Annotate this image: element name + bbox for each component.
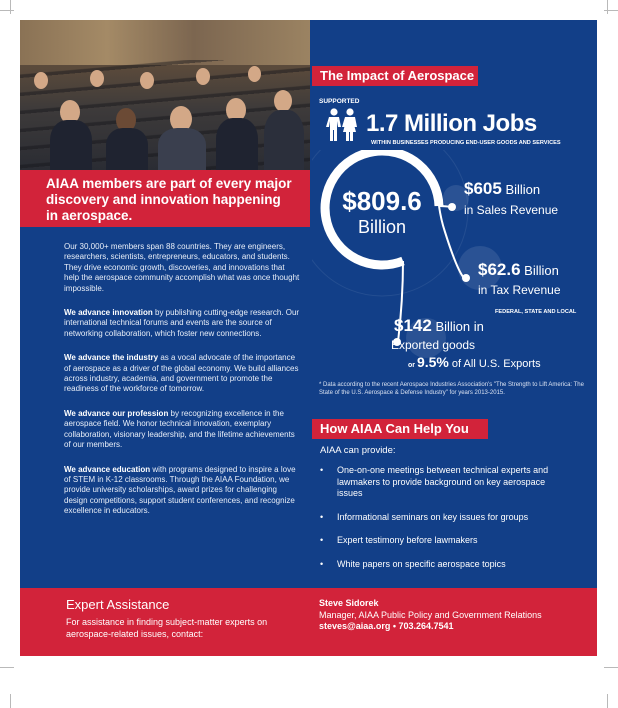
data-footnote: * Data according to the recent Aerospace Industries Association's "The Strength to Lift America: The State of the U.S. Aerospace & Defense Industry" for years 2013-2015.	[319, 382, 584, 396]
contact-name: Steve Sidorek	[319, 598, 379, 608]
trim-mark	[607, 0, 608, 14]
list-item: • One-on-one meetings between technical experts and lawmakers to provide background on key aerospace issues	[320, 465, 570, 500]
photo-person	[264, 110, 304, 170]
photo-person	[106, 128, 148, 170]
total-unit: Billion	[357, 217, 407, 237]
innovation-text: by publishing cutting-edge research. Our international technical forums and events are the source of networking collaboration, which foster new connections.	[64, 308, 300, 338]
industry-paragraph	[64, 353, 300, 395]
jobs-subtitle: WITHIN BUSINESSES PRODUCING END-USER GOODS AND SERVICES	[371, 140, 561, 146]
innovation-lead: We advance innovation	[64, 308, 153, 318]
profession-text: by recognizing excellence in the aerospace field. We honor technical innovation, exemplary collaboration, visionary leadership, and the lifetime achievements of our members.	[64, 408, 295, 450]
member-description	[64, 242, 300, 531]
industry-lead: We advance the industry	[64, 353, 159, 363]
list-item: • White papers on specific aerospace topics	[320, 559, 570, 571]
export-share	[408, 354, 541, 372]
tax-figure	[478, 260, 559, 280]
education-text: with programs designed to inspire a love of STEM in K-12 classrooms. Through the AIAA Foundation, we provide university scholarships, award prizes for challenging design competitions, support student conferences, and recognize excellence in educators.	[64, 464, 296, 516]
contact-line	[319, 621, 569, 633]
education-paragraph	[64, 465, 300, 517]
tax-number: $62.6	[478, 260, 521, 279]
export-figure	[394, 316, 484, 336]
industry-text: as a vocal advocate of the importance of aerospace as a driver of the global economy. We build alliances across industry, academia, and government to promote the readiness of the workforce of tomorrow.	[64, 353, 299, 394]
list-item: • Expert testimony before lawmakers	[320, 535, 570, 547]
trim-mark	[604, 10, 618, 11]
profession-paragraph	[64, 409, 300, 451]
connector-dot-icon	[462, 274, 470, 282]
help-list	[320, 465, 570, 582]
total-figure: $809.6	[342, 186, 422, 216]
photo-person	[196, 68, 210, 85]
list-item: • Informational seminars on key issues for groups	[320, 512, 570, 524]
sales-description	[464, 201, 558, 219]
contact-separator: •	[390, 621, 399, 631]
trim-mark	[0, 10, 14, 11]
help-title: How AIAA Can Help You	[320, 421, 469, 436]
photo-person	[158, 128, 206, 170]
help-intro: AIAA can provide:	[320, 445, 396, 456]
photo-person	[50, 120, 92, 170]
photo-person	[140, 72, 154, 89]
photo-person	[274, 90, 292, 112]
connector-dot-icon	[448, 203, 456, 211]
innovation-paragraph	[64, 308, 300, 339]
jobs-figure: 1.7 Million Jobs	[366, 110, 537, 137]
expert-text: For assistance in finding subject-matter experts on aerospace-related issues, contact:	[66, 617, 268, 639]
tax-description	[478, 281, 561, 299]
photo-person	[248, 66, 261, 82]
tax-sub: FEDERAL, STATE AND LOCAL	[495, 309, 577, 315]
intro-paragraph: Our 30,000+ members span 88 countries. They are engineers, researchers, scientists, entrepreneurs, educators, and students. They drive economic growth, discoveries, and innovations that help the aerospace community accomplish what was once thought impossible.	[64, 242, 300, 293]
people-icon	[325, 108, 361, 142]
headline-text: AIAA members are part of every major discovery and innovation happening in aerospace.	[46, 176, 292, 223]
export-percent: 9.5%	[416, 354, 449, 370]
export-or: or	[408, 362, 417, 369]
export-number: $142	[394, 316, 432, 335]
tax-desc: in Tax Revenue	[478, 283, 561, 297]
sales-word: Billion	[501, 182, 541, 197]
impact-title: The Impact of Aerospace	[320, 68, 475, 83]
sales-desc: in Sales Revenue	[464, 203, 559, 217]
contact-role: Manager, AIAA Public Policy and Government Relations	[319, 609, 542, 620]
trim-mark	[10, 694, 11, 708]
sales-figure	[464, 179, 540, 199]
contact-phone[interactable]: 703.264.7541	[398, 621, 454, 631]
photo-person	[216, 118, 258, 170]
tax-word: Billion	[520, 263, 559, 278]
photo-person	[34, 72, 48, 89]
expert-title: Expert Assistance	[66, 597, 170, 612]
supported-label: SUPPORTED	[319, 98, 360, 105]
brochure-page	[20, 20, 597, 656]
photo-person	[90, 70, 104, 87]
export-description	[391, 336, 475, 354]
education-lead: We advance education	[64, 464, 151, 474]
forum-photo	[20, 20, 310, 170]
contact-block	[319, 598, 569, 633]
sales-number: $605	[464, 179, 502, 198]
photo-wall	[20, 20, 310, 65]
profession-lead: We advance our profession	[64, 408, 169, 418]
trim-mark	[607, 694, 608, 708]
export-tail: of All U.S. Exports	[448, 358, 541, 370]
export-desc: Exported goods	[391, 338, 476, 352]
trim-mark	[10, 0, 11, 14]
export-word: Billion in	[431, 319, 484, 334]
trim-mark	[604, 667, 618, 668]
tax-subtitle	[495, 300, 576, 318]
contact-email[interactable]: steves@aiaa.org	[319, 621, 391, 631]
trim-mark	[0, 667, 14, 668]
